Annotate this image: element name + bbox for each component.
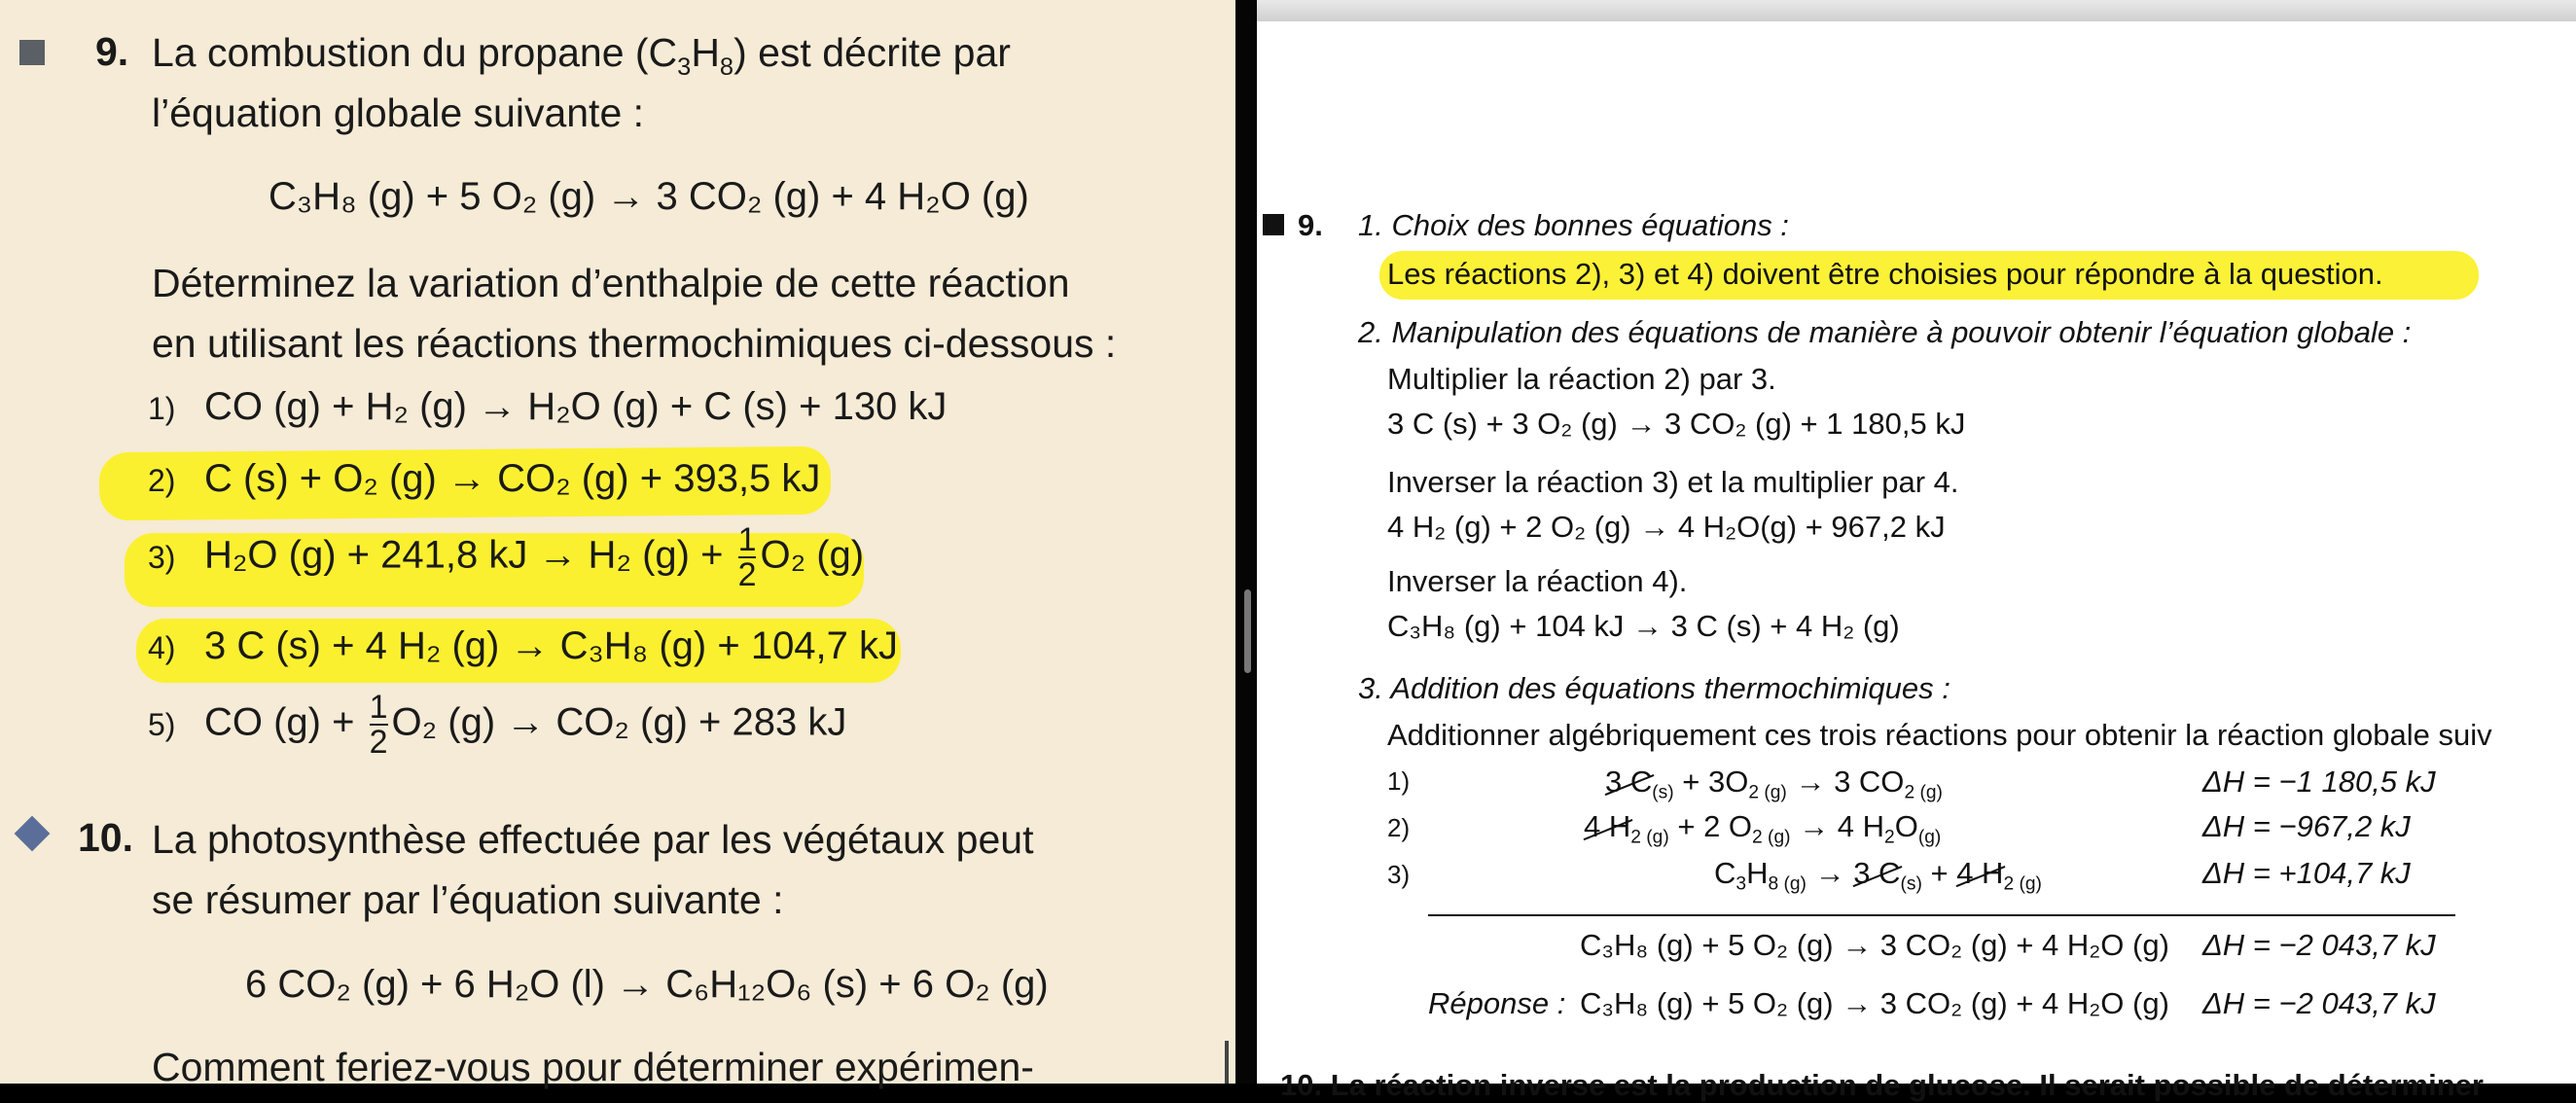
q9-ask-line2: en utilisant les réactions thermochimiques ci-dessous : (152, 321, 1117, 366)
q9-ask-line1: Déterminez la variation d’enthalpie de cette réaction (152, 261, 1070, 305)
answer-enthalpy: ΔH = −2 043,7 kJ (2202, 986, 2436, 1020)
q10-line2: se résumer par l’équation suivante : (152, 877, 784, 922)
section-2-eq-2: 4 H₂ (g) + 2 O₂ (g) → 4 H₂O(g) + 967,2 kJ (1387, 510, 1946, 544)
reaction-3: 3) H₂O (g) + 241,8 kJ → H₂ $(g) + \frac{1}{2}$ O₂ (g) (148, 521, 865, 593)
section-2-step-1: Multiplier la réaction 2) par 3. (1387, 362, 1776, 396)
reaction-1: 1) CO (g) + H₂ (g) → H₂O (g) + C (s) + 130 kJ (148, 385, 948, 428)
reaction-2: 2) C (s) + O₂ (g) → CO₂ (g) + 393,5 kJ (148, 457, 821, 500)
answer-label: Réponse : (1428, 986, 1566, 1020)
section-1-title: 1. Choix des bonnes équations : (1358, 208, 1789, 242)
answer-number: 9. (1298, 208, 1323, 242)
section-2-title: 2. Manipulation des équations de manière à pouvoir obtenir l’équation globale : (1358, 315, 2412, 349)
q10-answer-partial: 10. La réaction inverse est la production de glucose. Il serait possible de déterminer (1280, 1068, 2484, 1102)
fraction-one-half: $\frac{1}{2}$ (369, 689, 388, 761)
sum-row-2-enthalpy: ΔH = −967,2 kJ (2202, 809, 2411, 843)
total-equation: C₃H₈ (g) + 5 O₂ (g) → 3 CO₂ (g) + 4 H₂O (g) (1580, 928, 2169, 962)
left-page (0, 0, 1235, 1089)
right-page (1257, 0, 2576, 1102)
q10-number: 10. (78, 815, 133, 860)
sum-row-1-equation: 3 $C_{(s)} + 3O_{2 (g)} \to 3$ $CO_{2 (g)}$ (1605, 765, 1943, 803)
sum-row-3-enthalpy: ΔH = +104,7 kJ (2202, 856, 2411, 890)
page-gap (1235, 0, 1257, 1084)
exercise-square-icon (1263, 214, 1284, 235)
q9-intro: La combustion du propane $(C_3H_8)$ est décrite par (152, 30, 1011, 81)
section-2-step-2: Inverser la réaction 3) et la multiplier par 4. (1387, 465, 1959, 499)
q10-line3: Comment feriez-vous pour déterminer expérimen- (152, 1045, 1034, 1089)
q10-line1: La photosynthèse effectuée par les végétaux peut (152, 817, 1034, 862)
sum-row-1-number: 1) (1387, 766, 1411, 796)
reaction-5: 5) CO $(g) + \frac{1}{2}$ O₂ (g) → CO₂ (g) + 283 kJ (148, 689, 847, 761)
sum-row-2-equation: 4 $H_{2 (g)} + 2$ $O_{2 (g)} \to 4$ $H_2O_{(g)}$ (1584, 809, 1942, 848)
sum-line (1428, 914, 2455, 916)
split-view-handle[interactable] (1244, 589, 1251, 673)
top-bar (1257, 0, 2576, 21)
section-1-answer: Les réactions 2), 3) et 4) doivent être choisies pour répondre à la question. (1387, 257, 2383, 291)
section-3-title: 3. Addition des équations thermochimiques : (1358, 671, 1950, 705)
section-2-eq-1: 3 C (s) + 3 O₂ (g) → 3 CO₂ (g) + 1 180,5 kJ (1387, 407, 1966, 441)
section-2-step-3: Inverser la réaction 4). (1387, 564, 1688, 598)
left-scrollbar[interactable] (1225, 1041, 1229, 1084)
q9-number: 9. (95, 29, 129, 74)
section-2-eq-3: C₃H₈ (g) + 104 kJ → 3 C (s) + 4 H₂ (g) (1387, 609, 1900, 643)
sum-row-3-equation: $C_3H_{8 (g)} \to 3$ $C_{(s)} + 4$ $H_{2 (g)}$ (1714, 856, 2042, 895)
sum-row-1-enthalpy: ΔH = −1 180,5 kJ (2202, 765, 2436, 799)
section-3-instruction: Additionner algébriquement ces trois réactions pour obtenir la réaction globale suiv (1387, 718, 2492, 752)
fraction-one-half: $\frac{1}{2}$ (737, 521, 757, 593)
exercise-square-icon (19, 40, 45, 65)
answer-equation: C₃H₈ (g) + 5 O₂ (g) → 3 CO₂ (g) + 4 H₂O (g) (1580, 986, 2169, 1020)
reaction-4: 4) 3 C (s) + 4 H₂ (g) → C₃H₈ (g) + 104,7 kJ (148, 624, 899, 667)
sum-row-2-number: 2) (1387, 813, 1411, 842)
q9-intro-line2: l’équation globale suivante : (152, 90, 645, 135)
q10-equation: 6 CO₂ (g) + 6 H₂O (l) → C₆H₁₂O₆ (s) + 6 O₂ (g) (245, 963, 1049, 1006)
sum-row-3-number: 3) (1387, 860, 1411, 889)
total-enthalpy: ΔH = −2 043,7 kJ (2202, 928, 2436, 962)
exercise-diamond-icon (15, 816, 51, 852)
q9-global-equation: C₃H₈ (g) + 5 O₂ (g) → 3 CO₂ (g) + 4 H₂O (g) (268, 175, 1029, 218)
